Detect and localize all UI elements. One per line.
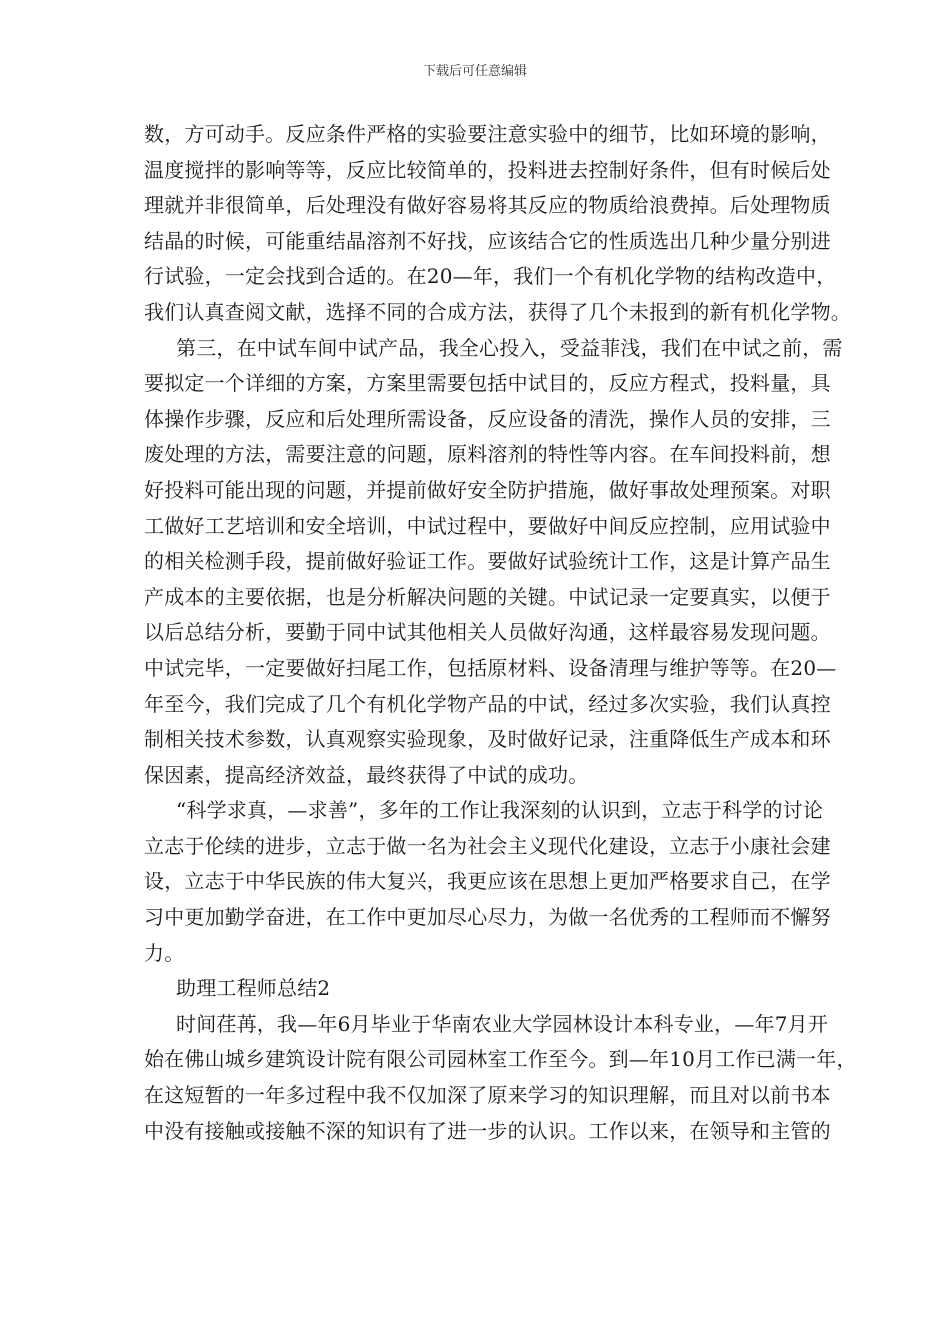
text-line: 保因素，提高经济效益，最终获得了中试的成功。	[144, 762, 589, 787]
paragraph	[144, 971, 812, 1007]
text-line: 结晶的时候，可能重结晶溶剂不好找，应该结合它的性质选出几种少量分别进	[144, 228, 831, 253]
text-line: 我们认真查阅文献，选择不同的合成方法，获得了几个未报到的新有机化学物。	[144, 299, 851, 324]
text-line: 的相关检测手段，提前做好验证工作。要做好试验统计工作，这是计算产品生	[144, 549, 831, 574]
text-line: 好投料可能出现的问题，并提前做好安全防护措施，做好事故处理预案。对职	[144, 477, 831, 502]
text-line: “科学求真，—求善”，多年的工作让我深刻的认识到，立志于科学的讨论	[176, 798, 824, 823]
text-line: 数，方可动手。反应条件严格的实验要注意实验中的细节，比如环境的影响，	[144, 122, 831, 146]
paragraph	[144, 1007, 857, 1149]
text-line: 中试完毕，一定要做好扫尾工作，包括原材料、设备清理与维护等等。在20—	[144, 655, 837, 680]
text-line: 始在佛山城乡建筑设计院有限公司园林室工作至今。到—年10月工作已满一年，	[144, 1047, 857, 1072]
text-line: 废处理的方法，需要注意的问题，原料溶剂的特性等内容。在车间投料前，想	[144, 442, 831, 467]
text-line: 力。	[144, 940, 185, 965]
text-line: 立志于伦续的进步，立志于做一名为社会主义现代化建设，立志于小康社会建	[144, 833, 831, 858]
paragraph	[144, 117, 851, 331]
text-line: 要拟定一个详细的方案，方案里需要包括中试目的，反应方程式，投料量，具	[144, 371, 831, 396]
text-line: 中没有接触或接触不深的知识有了进一步的认识。工作以来，在领导和主管的	[144, 1118, 831, 1143]
paragraph	[144, 331, 843, 794]
text-line: 温度搅拌的影响等等，反应比较简单的，投料进去控制好条件，但有时候后处	[144, 157, 831, 182]
text-line: 设，立志于中华民族的伟大复兴，我更应该在思想上更加严格要求自己，在学	[144, 869, 831, 894]
text-line: 习中更加勤学奋进，在工作中更加尽心尽力，为做一名优秀的工程师而不懈努	[144, 905, 831, 930]
text-line: 第三，在中试车间中试产品，我全心投入，受益菲浅，我们在中试之前，需	[176, 335, 843, 360]
text-line: 行试验，一定会找到合适的。在20—年，我们一个有机化学物的结构改造中，	[144, 264, 837, 289]
text-line: 助理工程师总结2	[176, 976, 331, 1001]
text-line: 制相关技术参数，认真观察实验现象，及时做好记录，注重降低生产成本和环	[144, 727, 831, 752]
text-line: 时间荏苒，我—年6月毕业于华南农业大学园林设计本科专业，—年7月开	[176, 1011, 829, 1036]
text-line: 在这短暂的一年多过程中我不仅加深了原来学习的知识理解，而且对以前书本	[144, 1083, 831, 1108]
document-body	[144, 117, 857, 1149]
text-line: 以后总结分析，要勤于同中试其他相关人员做好沟通，这样最容易发现问题。	[144, 620, 831, 645]
text-line: 产成本的主要依据，也是分析解决问题的关键。中试记录一定要真实，以便于	[144, 584, 831, 609]
text-line: 体操作步骤，反应和后处理所需设备，反应设备的清洗，操作人员的安排，三	[144, 406, 831, 431]
text-line: 年至今，我们完成了几个有机化学物产品的中试，经过多次实验，我们认真控	[144, 691, 831, 716]
page-header: 下载后可任意编辑	[422, 64, 527, 79]
text-line: 理就并非很简单，后处理没有做好容易将其反应的物质给浪费掉。后处理物质	[144, 193, 831, 218]
text-line: 工做好工艺培训和安全培训，中试过程中，要做好中间反应控制，应用试验中	[144, 513, 831, 538]
paragraph	[144, 793, 831, 971]
